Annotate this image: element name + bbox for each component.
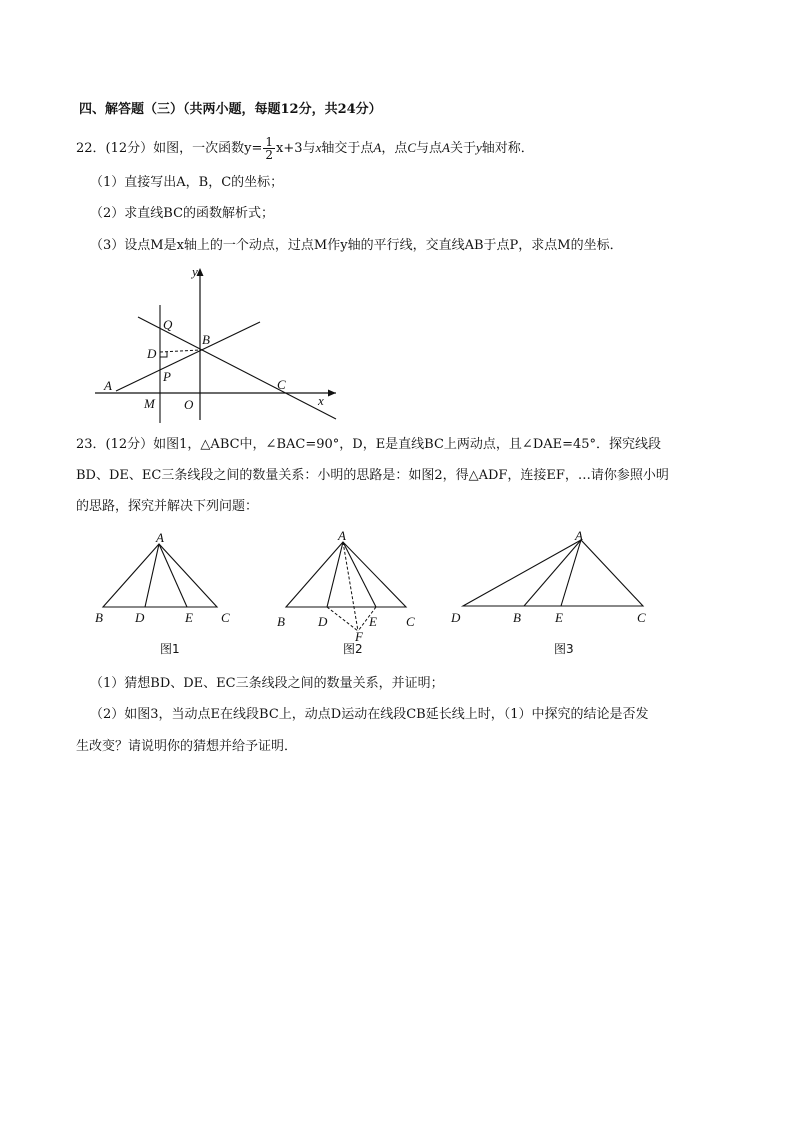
fraction-one-half: $\frac{1}{2}$ <box>265 135 274 162</box>
fig1-label-B: B <box>95 610 103 625</box>
fig3-label-D: D <box>451 610 461 625</box>
label-P: P <box>163 369 171 384</box>
fig2-label-A: A <box>338 528 346 543</box>
fig1-label-D: D <box>135 610 145 625</box>
fig2-caption: 图2 <box>343 642 363 656</box>
fig2-label-C: C <box>406 614 415 629</box>
label-Q: Q <box>163 317 173 332</box>
section-title: 四、解答题（三）（共两小题，每题12分，共24分） <box>79 102 382 117</box>
fig2-label-B: B <box>277 614 285 629</box>
fig1-label-C: C <box>221 610 230 625</box>
label-M: M <box>144 396 155 411</box>
fig3-label-A: A <box>575 528 583 543</box>
q22-stem: 22．(12分）如图，一次函数y= $\frac{1}{2}$ x+3与x轴交于点A，点C与点A关于y轴对称． <box>76 135 534 162</box>
q23-sub2-line1: （2）如图3，当动点E在线段BC上，动点D运动在线段CB延长线上时，（1）中探究的结论是否发 <box>90 707 649 722</box>
figure-3 <box>450 528 646 656</box>
fig3-label-B: B <box>513 610 521 625</box>
fig1-caption: 图1 <box>160 642 180 656</box>
label-A: A <box>104 378 112 393</box>
fig1-label-E: E <box>185 610 193 625</box>
fig2-label-F: F <box>355 629 363 644</box>
fig3-caption: 图3 <box>554 642 574 656</box>
q23-line3: 的思路，探究并解决下列问题： <box>76 499 259 514</box>
label-x: x <box>318 393 324 408</box>
fig2-label-E: E <box>369 614 377 629</box>
q22-sub1: （1）直接写出A，B，C的坐标； <box>90 175 284 190</box>
fig1-label-A: A <box>156 530 164 545</box>
q22-sub2: （2）求直线BC的函数解析式； <box>90 206 275 221</box>
figure-1 <box>95 530 230 656</box>
formula-y: y= <box>244 141 263 156</box>
q22-prefix: 22．(12分）如图，一次函数 <box>76 141 245 156</box>
label-O: O <box>184 397 194 412</box>
label-D: D <box>147 346 157 361</box>
q22-sub3: （3）设点M是x轴上的一个动点，过点M作y轴的平行线，交直线AB于点P，求点M的坐标． <box>90 238 623 253</box>
q23-sub2-line2: 生改变？请说明你的猜想并给予证明． <box>76 739 298 754</box>
q23-line2: BD、DE、EC三条线段之间的数量关系：小明的思路是：如图2，得△ADF，连接EF，…请你参照小明 <box>76 468 669 483</box>
fig3-label-C: C <box>637 610 646 625</box>
fig3-label-E: E <box>555 610 563 625</box>
fig2-label-D: D <box>318 614 328 629</box>
label-C: C <box>277 377 286 392</box>
q23-line1: 23．(12分）如图1，△ABC中，∠BAC=90°，D，E是直线BC上两动点，且∠DAE=45°．探究线段 <box>76 437 662 452</box>
q23-sub1: （1）猜想BD、DE、EC三条线段之间的数量关系，并证明； <box>90 676 444 691</box>
figure-2 <box>277 528 415 656</box>
label-y: y <box>192 264 198 279</box>
formula-rest: x+3 <box>276 141 303 156</box>
label-B: B <box>202 332 210 347</box>
